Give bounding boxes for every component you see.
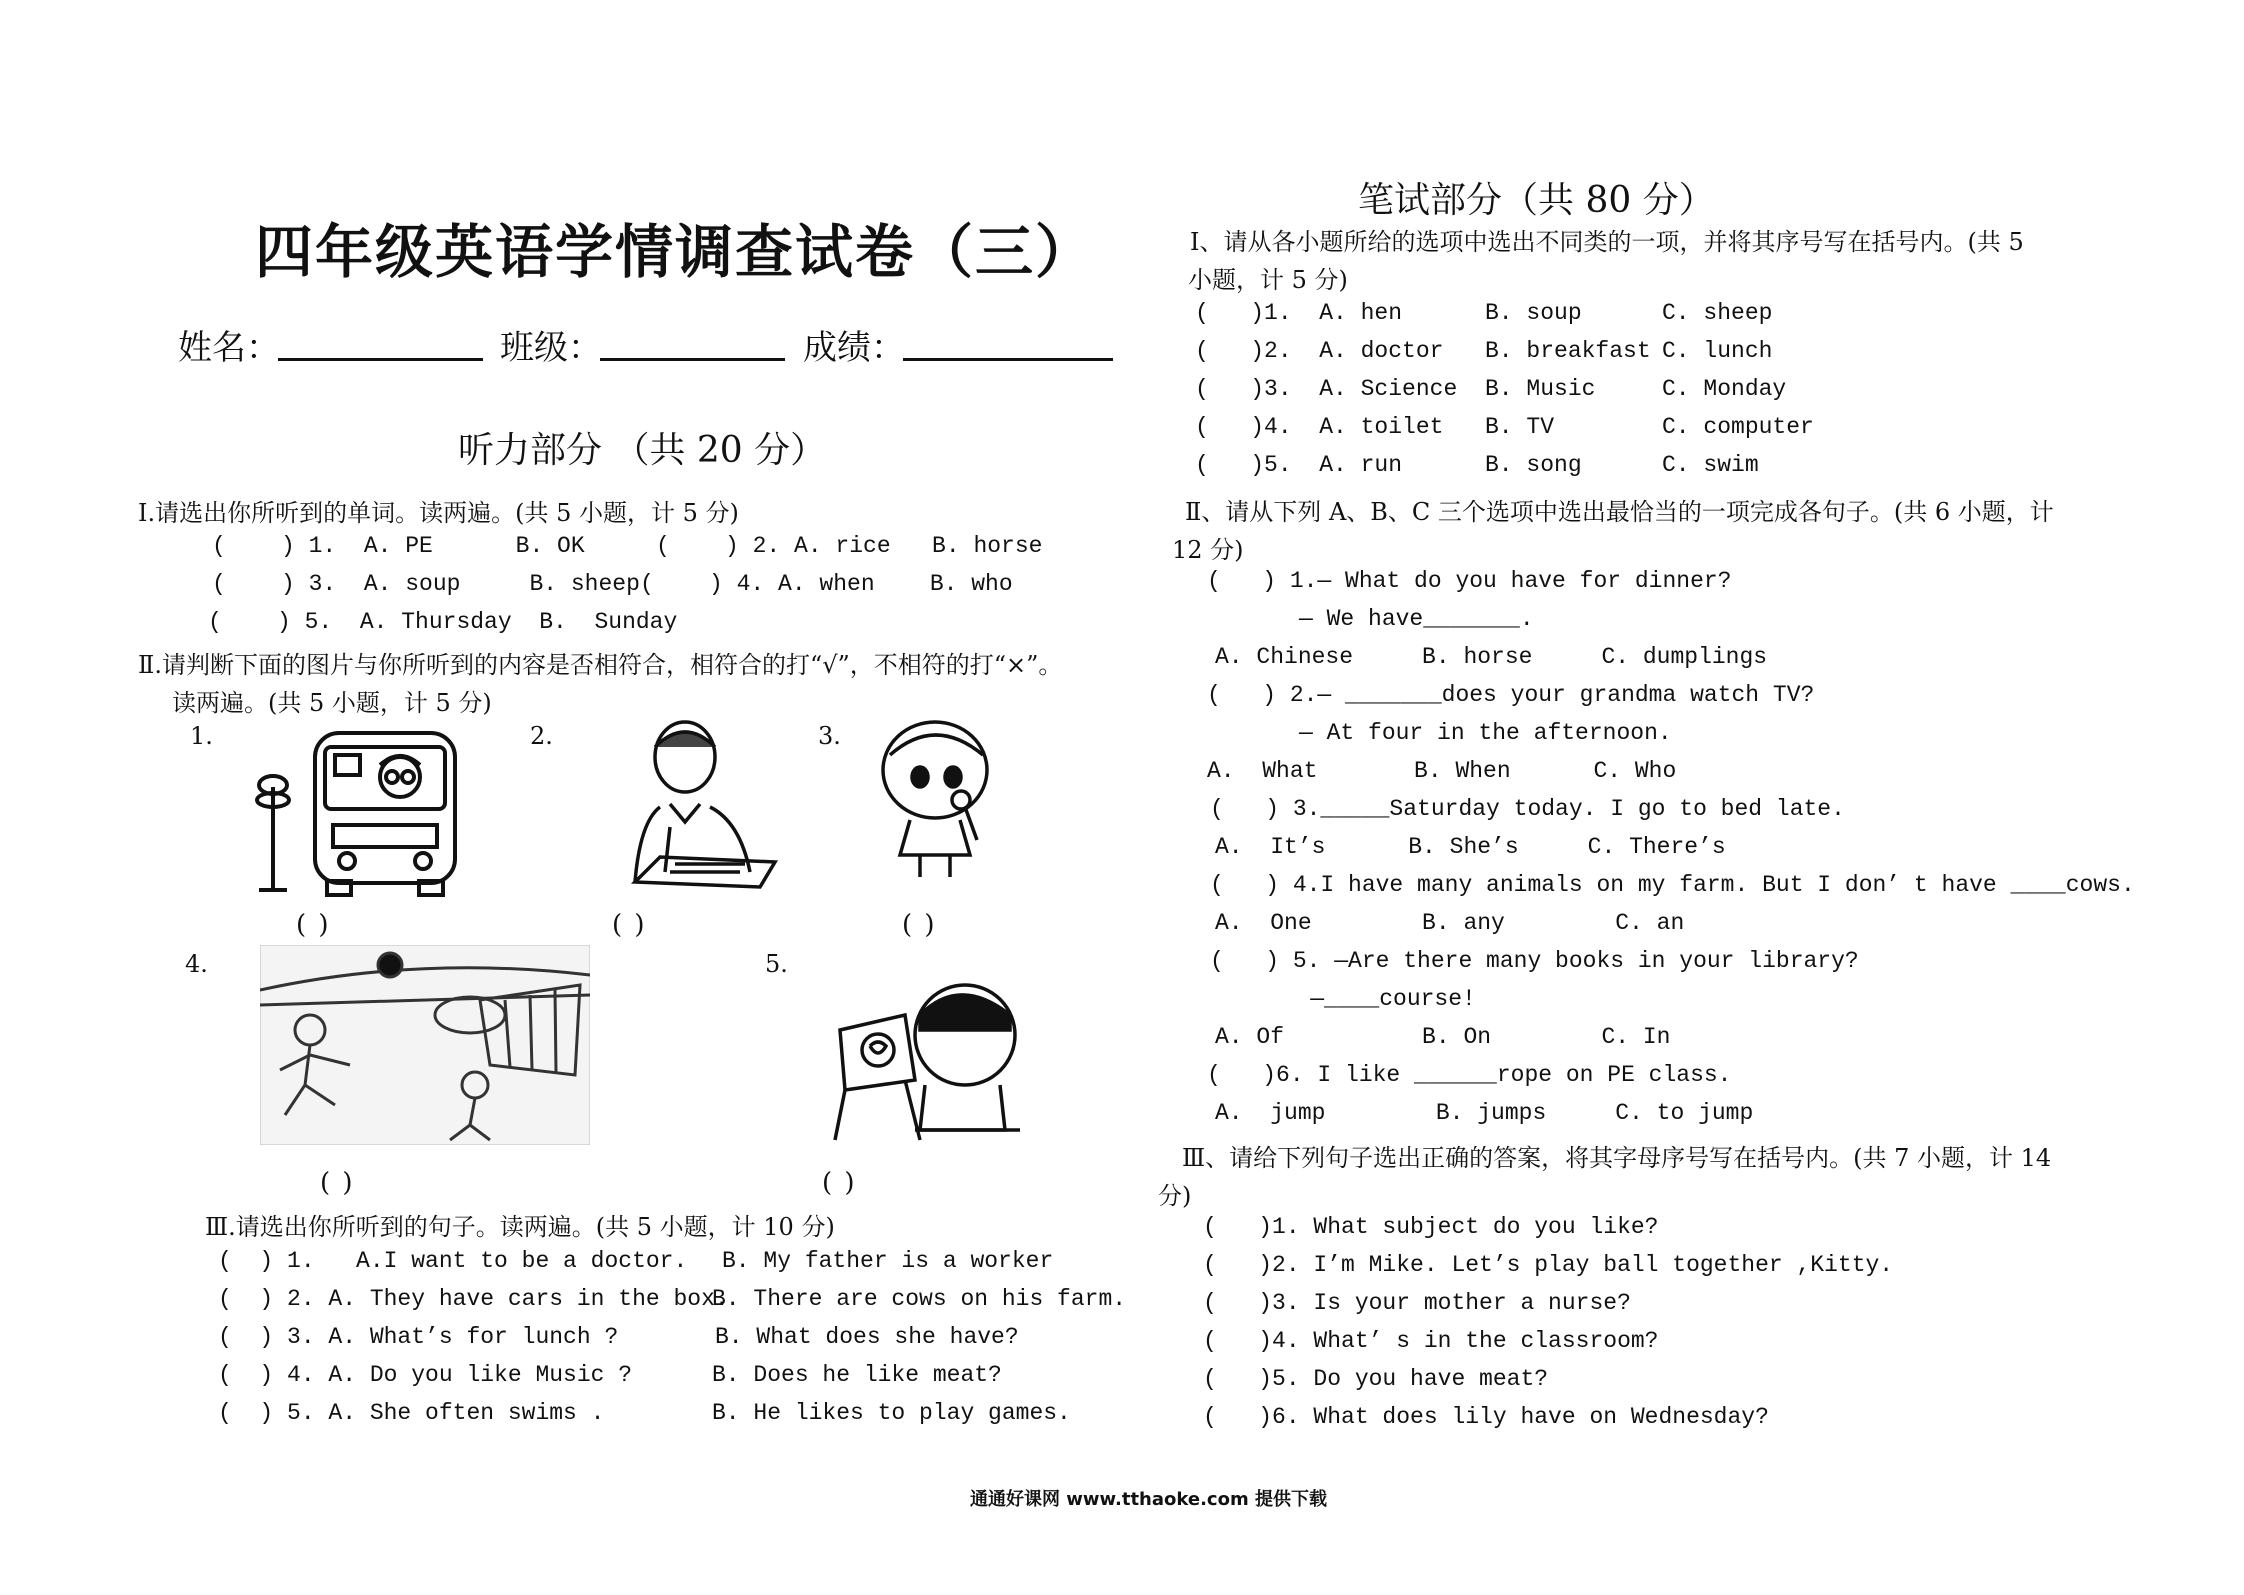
boy-writing-picture	[630, 712, 780, 897]
answer-parenthesis[interactable]: ( )	[902, 910, 937, 940]
written-part2-line: A. jump B. jumps C. to jump	[1215, 1100, 1754, 1126]
written-part2-line: —____course!	[1255, 986, 1476, 1012]
written-part1-option-b: B. breakfast	[1485, 338, 1651, 364]
bus-picture	[255, 725, 470, 900]
listening-part1-row: ( ) 5. A. Thursday B. Sunday	[208, 609, 678, 635]
written-part1-instruction: Ⅰ、请从各小题所给的选项中选出不同类的一项，并将其序号写在括号内。(共 5	[1190, 228, 2024, 256]
girl-singing-picture	[865, 715, 1005, 885]
listening-part1-row: ( ) 3. A. soup B. sheep	[212, 571, 640, 597]
written-part1-question: ( )5. A. run	[1195, 452, 1403, 478]
written-part2-line: A. It’s B. She’s C. There’s	[1215, 834, 1726, 860]
written-part1-option-b: B. Music	[1485, 376, 1596, 402]
picture-number: 1.	[190, 722, 213, 750]
listening-part3-instruction: Ⅲ.请选出你所听到的句子。读两遍。(共 5 小题，计 10 分)	[205, 1213, 835, 1241]
written-part3-line: ( )3. Is your mother a nurse?	[1203, 1290, 1631, 1316]
written-part1-question: ( )1. A. hen	[1195, 300, 1403, 326]
class-blank[interactable]	[600, 358, 785, 361]
written-part2-line: ( ) 2.— _______does your grandma watch TV?	[1207, 682, 1815, 708]
written-part2-line: A. Chinese B. horse C. dumplings	[1215, 644, 1768, 670]
written-part2-line: ( )6. I like ______rope on PE class.	[1207, 1062, 1732, 1088]
answer-parenthesis[interactable]: ( )	[822, 1168, 857, 1198]
listening-part2-instruction-2: 读两遍。(共 5 小题，计 5 分)	[172, 689, 492, 717]
listening-part1-row: ( ) 2. A. rice B. horse	[656, 533, 1043, 559]
written-part1-instruction-2: 小题，计 5 分)	[1188, 266, 1348, 294]
listening-part3-question: ( ) 4. A. Do you like Music ?	[218, 1362, 633, 1388]
exam-title: 四年级英语学情调查试卷（三）	[255, 218, 1096, 286]
written-part1-option-c: C. computer	[1662, 414, 1814, 440]
listening-part3-question: ( ) 3. A. What’s for lunch ?	[218, 1324, 619, 1350]
written-part1-option-b: B. soup	[1485, 300, 1582, 326]
answer-parenthesis[interactable]: ( )	[612, 910, 647, 940]
listening-part1-instruction: Ⅰ.请选出你所听到的单词。读两遍。(共 5 小题，计 5 分)	[138, 499, 739, 527]
picture-number: 4.	[185, 950, 208, 978]
child-drawing-picture	[830, 980, 1030, 1145]
written-part1-option-c: C. Monday	[1662, 376, 1787, 402]
written-title: 笔试部分（共 80 分）	[1358, 180, 1715, 221]
written-part2-line: — At four in the afternoon.	[1230, 720, 1672, 746]
written-part2-line: ( ) 1.— What do you have for dinner?	[1207, 568, 1732, 594]
written-part3-line: ( )1. What subject do you like?	[1203, 1214, 1659, 1240]
written-part3-instruction: Ⅲ、请给下列句子选出正确的答案，将其字母序号写在括号内。(共 7 小题，计 14	[1182, 1144, 2052, 1172]
listening-part3-option-b: B. Does he like meat?	[712, 1362, 1002, 1388]
listening-part3-question: ( ) 5. A. She often swims .	[218, 1400, 605, 1426]
listening-part3-option-b: B. There are cows on his farm.	[712, 1286, 1127, 1312]
written-part3-instruction-2: 分)	[1158, 1182, 1192, 1210]
written-part1-question: ( )4. A. toilet	[1195, 414, 1444, 440]
written-part1-option-b: B. TV	[1485, 414, 1555, 440]
answer-parenthesis[interactable]: ( )	[320, 1168, 355, 1198]
written-part3-line: ( )5. Do you have meat?	[1203, 1366, 1549, 1392]
written-part2-line: A. One B. any C. an	[1215, 910, 1685, 936]
written-part1-option-c: C. swim	[1662, 452, 1759, 478]
written-part2-line: A. What B. When C. Who	[1207, 758, 1677, 784]
written-part2-line: A. Of B. On C. In	[1215, 1024, 1671, 1050]
written-part2-instruction-2: 12 分)	[1172, 536, 1244, 564]
written-part3-line: ( )2. I’m Mike. Let’s play ball together ,Kitty.	[1203, 1252, 1894, 1278]
written-part2-instruction: Ⅱ、请从下列 A、B、C 三个选项中选出最恰当的一项完成各句子。(共 6 小题，计	[1185, 498, 2054, 526]
picture-number: 3.	[818, 722, 841, 750]
written-part2-line: ( ) 4.I have many animals on my farm. But I don’ t have ____cows.	[1210, 872, 2135, 898]
listening-part3-question: ( ) 1. A.I want to be a doctor.	[218, 1248, 688, 1274]
listening-part1-row: ( ) 4. A. when B. who	[640, 571, 1013, 597]
written-part1-option-c: C. lunch	[1662, 338, 1773, 364]
listening-part2-instruction: Ⅱ.请判断下面的图片与你所听到的内容是否相符合，相符合的打“√”，不相符的打“×”。	[138, 651, 1063, 679]
listening-part1-row: ( ) 1. A. PE B. OK	[212, 533, 585, 559]
answer-parenthesis[interactable]: ( )	[296, 910, 331, 940]
score-blank[interactable]	[903, 358, 1113, 361]
written-part3-line: ( )6. What does lily have on Wednesday?	[1203, 1404, 1769, 1430]
written-part2-line: ( ) 5. —Are there many books in your library?	[1210, 948, 1859, 974]
score-label: 成绩：	[803, 328, 905, 368]
written-part1-option-c: C. sheep	[1662, 300, 1773, 326]
picture-number: 5.	[765, 950, 788, 978]
listening-part3-option-b: B. He likes to play games.	[712, 1400, 1071, 1426]
listening-title: 听力部分 （共 20 分）	[458, 430, 827, 471]
written-part1-option-b: B. song	[1485, 452, 1582, 478]
written-part2-line: — We have_______.	[1230, 606, 1534, 632]
soccer-picture	[260, 945, 590, 1145]
written-part1-question: ( )3. A. Science	[1195, 376, 1458, 402]
written-part3-line: ( )4. What’ s in the classroom?	[1203, 1328, 1659, 1354]
written-part1-question: ( )2. A. doctor	[1195, 338, 1444, 364]
listening-part3-option-b: B. My father is a worker	[722, 1248, 1054, 1274]
name-label: 姓名：	[178, 328, 280, 368]
name-blank[interactable]	[278, 358, 483, 361]
written-part2-line: ( ) 3._____Saturday today. I go to bed late.	[1210, 796, 1845, 822]
class-label: 班级：	[500, 328, 602, 368]
footer-source: 通通好课网 www.tthaoke.com 提供下载	[970, 1489, 1327, 1510]
picture-number: 2.	[530, 722, 553, 750]
listening-part3-question: ( ) 2. A. They have cars in the box.	[218, 1286, 729, 1312]
listening-part3-option-b: B. What does she have?	[715, 1324, 1019, 1350]
